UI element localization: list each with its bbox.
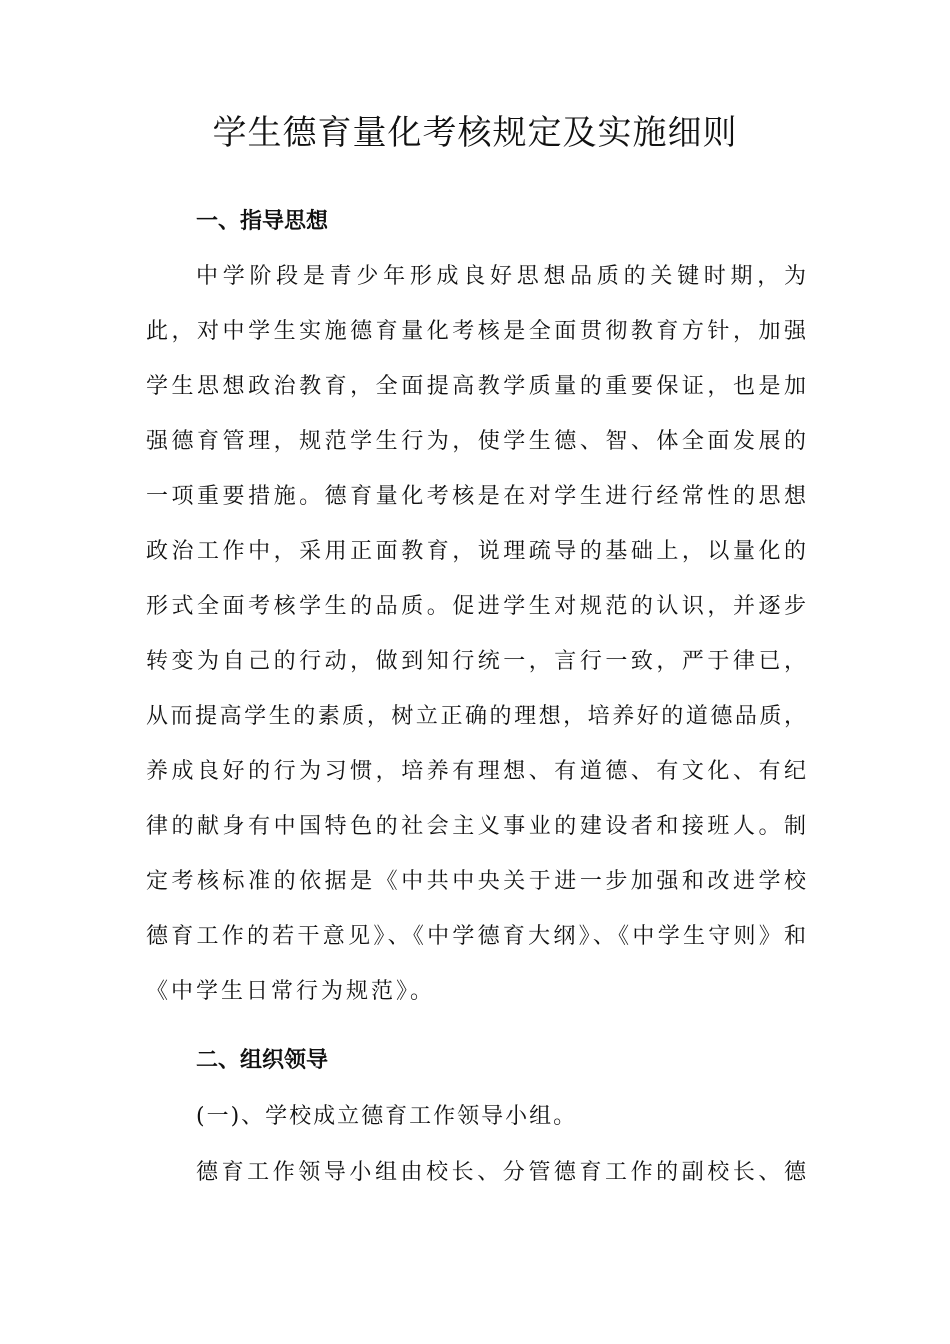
section-heading-guiding-ideology: 一、指导思想 [196, 209, 329, 234]
paragraph-line: 中学阶段是青少年形成良好思想品质的关键时期，为 [196, 264, 806, 289]
paragraph-line: 此，对中学生实施德育量化考核是全面贯彻教育方针，加强 [146, 319, 806, 344]
document-title: 学生德育量化考核规定及实施细则 [212, 113, 738, 153]
paragraph-line: 《中学生日常行为规范》。 [146, 979, 436, 1004]
paragraph-line: 学生思想政治教育，全面提高教学质量的重要保证，也是加 [146, 374, 806, 399]
paragraph-leadership-group [146, 1145, 806, 1200]
paragraph-line: 从而提高学生的素质，树立正确的理想，培养好的道德品质， [146, 704, 806, 729]
paragraph-line: 德育工作的若干意见》、《中学德育大纲》、《中学生守则》和 [146, 924, 806, 949]
paragraph-line: 一项重要措施。德育量化考核是在对学生进行经常性的思想 [146, 484, 806, 509]
paragraph-line: 形式全面考核学生的品质。促进学生对规范的认识，并逐步 [146, 594, 806, 619]
paragraph-line: 政治工作中，采用正面教育，说理疏导的基础上，以量化的 [146, 539, 806, 564]
paragraph-line: 养成良好的行为习惯，培养有理想、有道德、有文化、有纪 [146, 759, 806, 784]
paragraph-line: 律的献身有中国特色的社会主义事业的建设者和接班人。制 [146, 814, 806, 839]
paragraph-line: 强德育管理，规范学生行为，使学生德、智、体全面发展的 [146, 429, 806, 454]
paragraph-guiding-ideology [146, 249, 806, 1019]
paragraph-line: 定考核标准的依据是《中共中央关于进一步加强和改进学校 [146, 869, 806, 894]
paragraph-line: 德育工作领导小组由校长、分管德育工作的副校长、德 [196, 1160, 806, 1185]
subsection-heading-leadership-group: (一)、学校成立德育工作领导小组。 [196, 1104, 578, 1129]
section-heading-organization-leadership: 二、组织领导 [196, 1048, 329, 1073]
paragraph-line: 转变为自己的行动，做到知行统一，言行一致，严于律已， [146, 649, 806, 674]
